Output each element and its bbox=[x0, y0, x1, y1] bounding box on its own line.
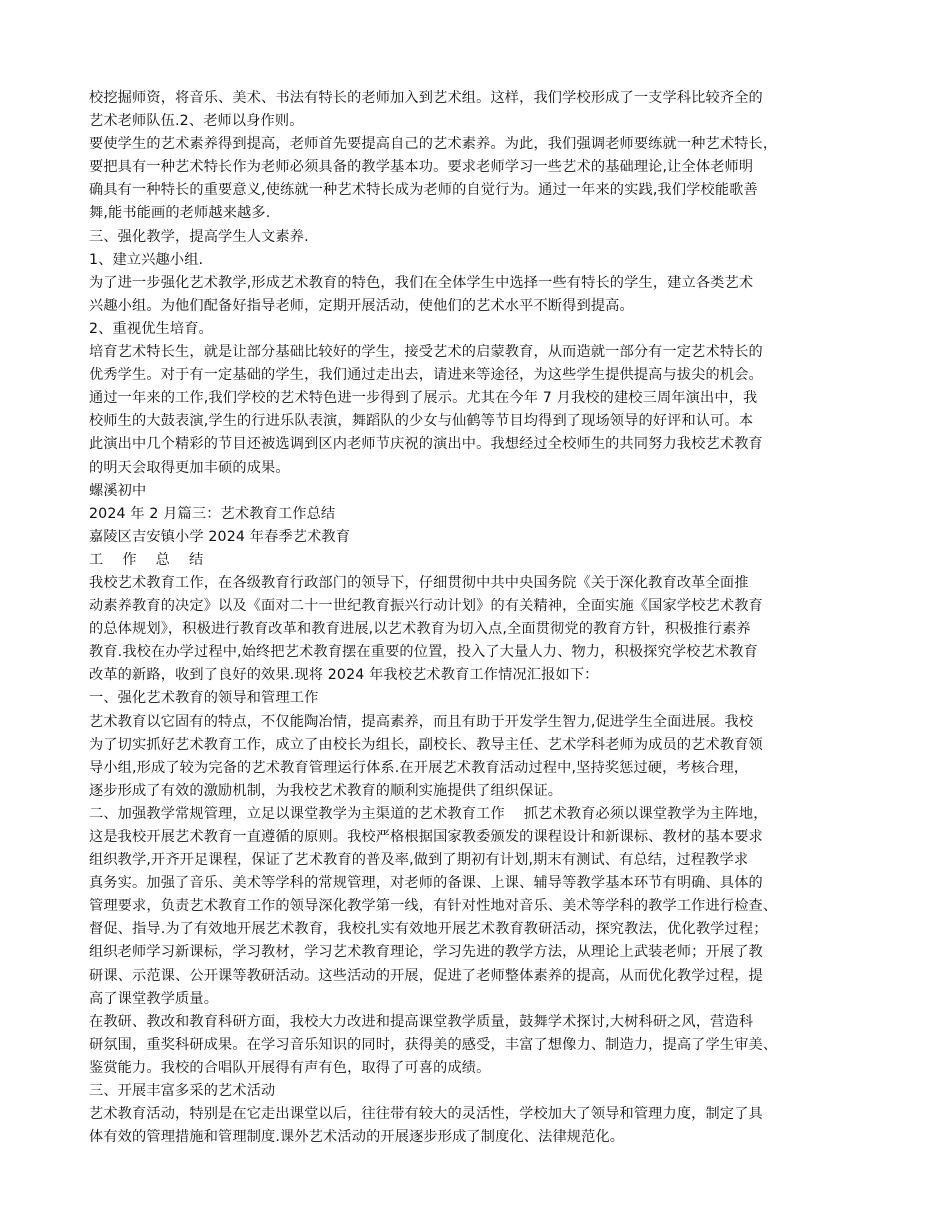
document-body bbox=[89, 87, 869, 1149]
text-line: 体有效的管理措施和管理制度.课外艺术活动的开展逐步形成了制度化、法律规范化。 bbox=[89, 1129, 625, 1146]
text-line: 教育.我校在办学过程中,始终把艺术教育摆在重要的位置，投入了大量人力、物力，积极探究学校艺术教育 bbox=[89, 644, 758, 661]
text-line: 为了进一步强化艺术教学,形成艺术教育的特色，我们在全体学生中选择一些有特长的学生，建立各类艺术 bbox=[89, 274, 754, 291]
text-line: 的明天会取得更加丰硕的成果。 bbox=[89, 459, 290, 476]
text-line: 三、强化教学，提高学生人文素养. bbox=[89, 228, 309, 245]
text-line: 艺术教育以它固有的特点，不仅能陶冶情，提高素养，而且有助于开发学生智力,促进学生全面进展。我校 bbox=[89, 713, 754, 730]
text-line: 我校艺术教育工作，在各级教育行政部门的领导下，仔细贯彻中共中央国务院《关于深化教育改革全面推 bbox=[89, 574, 749, 591]
text-line: 鉴赏能力。我校的合唱队开展得有声有色，取得了可喜的成绩。 bbox=[89, 1059, 491, 1076]
text-line: 导小组,形成了较为完备的艺术教育管理运行体系.在开展艺术教育活动过程中,坚持奖惩过硬，考核合理， bbox=[89, 759, 749, 776]
text-line: 兴趣小组。为他们配备好指导老师，定期开展活动，使他们的艺术水平不断得到提高。 bbox=[89, 297, 634, 314]
text-line: 螺溪初中 bbox=[89, 482, 147, 499]
text-line: 校挖掘师资，将音乐、美术、书法有特长的老师加入到艺术组。这样，我们学校形成了一支学科比较齐全的 bbox=[89, 90, 763, 106]
text-line: 组织老师学习新课标，学习教材，学习艺术教育理论，学习先进的教学方法，从理论上武装老师；开展了教 bbox=[89, 944, 763, 961]
text-line: 改革的新路，收到了良好的效果.现将 2024 年我校艺术教育工作情况汇报如下： bbox=[89, 667, 599, 684]
text-line: 2、重视优生培育。 bbox=[89, 320, 213, 337]
text-line: 为了切实抓好艺术教育工作，成立了由校长为组长，副校长、教导主任、艺术学科老师为成员的艺术教育领 bbox=[89, 736, 763, 753]
text-line: 工 作 总 结 bbox=[89, 551, 204, 568]
text-line: 管理要求，负责艺术教育工作的领导深化教学第一线，有针对性地对音乐、美术等学科的教学工作进行检查、 bbox=[89, 898, 778, 915]
text-line: 确具有一种特长的重要意义,使练就一种艺术特长成为老师的自觉行为。通过一年来的实践,我们学校能歌善 bbox=[89, 182, 758, 199]
text-line: 逐步形成了有效的激励机制，为我校艺术教育的顺利实施提供了组织保证。 bbox=[89, 782, 563, 799]
text-line: 的总体规划》，积极进行教育改革和教育进展,以艺术教育为切入点,全面贯彻党的教育方针，积极推行素养 bbox=[89, 621, 751, 638]
text-line: 动素养教育的决定》以及《面对二十一世纪教育振兴行动计划》的有关精神，全面实施《国家学校艺术教育 bbox=[89, 598, 763, 615]
text-line: 督促、指导.为了有效地开展艺术教育，我校扎实有效地开展艺术教育教研活动，探究教法，优化教学过程； bbox=[89, 921, 768, 938]
text-line: 此演出中几个精彩的节目还被选调到区内老师节庆祝的演出中。我想经过全校师生的共同努力我校艺术教育 bbox=[89, 436, 763, 453]
text-line: 研课、示范课、公开课等教研活动。这些活动的开展，促进了老师整体素养的提高，从而优化教学过程，提 bbox=[89, 967, 763, 984]
text-line: 通过一年来的工作,我们学校的艺术特色进一步得到了展示。尤其在今年 7 月我校的建校三周年演出中，我 bbox=[89, 390, 758, 407]
text-line: 组织教学,开齐开足课程，保证了艺术教育的普及率,做到了期初有计划,期末有测试、有总结，过程教学求 bbox=[89, 852, 749, 869]
text-line: 真务实。加强了音乐、美术等学科的常规管理，对老师的备课、上课、辅导等教学基本环节有明确、具体的 bbox=[89, 875, 763, 892]
text-line: 这是我校开展艺术教育一直遵循的原则。我校严格根据国家教委颁发的课程设计和新课标、教材的基本要求 bbox=[89, 829, 763, 845]
text-line: 在教研、教改和教育科研方面，我校大力改进和提高课堂教学质量，鼓舞学术探讨,大树科研之风，营造科 bbox=[89, 1013, 754, 1030]
text-line: 要使学生的艺术素养得到提高，老师首先要提高自己的艺术素养。为此，我们强调老师要练就一种艺术特长， bbox=[89, 136, 778, 153]
text-line: 艺术老师队伍.2、老师以身作则。 bbox=[89, 113, 304, 130]
text-line: 培育艺术特长生，就是让部分基础比较好的学生，接受艺术的启蒙教育，从而造就一部分有一定艺术特长的 bbox=[89, 344, 763, 361]
text-line: 舞,能书能画的老师越来越多. bbox=[89, 205, 271, 222]
text-line: 嘉陵区吉安镇小学 2024 年春季艺术教育 bbox=[89, 528, 351, 545]
text-line: 2024 年 2 月篇三：艺术教育工作总结 bbox=[89, 505, 336, 522]
text-line: 一、强化艺术教育的领导和管理工作 bbox=[89, 690, 319, 707]
text-line: 优秀学生。对于有一定基础的学生，我们通过走出去，请进来等途径，为这些学生提供提高与拔尖的机会。 bbox=[89, 367, 763, 384]
text-line: 1、建立兴趣小组. bbox=[89, 251, 204, 268]
text-line: 二、加强教学常规管理，立足以课堂教学为主渠道的艺术教育工作 抓艺术教育必须以课堂教学为主阵地， bbox=[89, 805, 768, 822]
text-line: 高了课堂教学质量。 bbox=[89, 990, 219, 1007]
text-line: 艺术教育活动，特别是在它走出课堂以后，往往带有较大的灵活性，学校加大了领导和管理力度，制定了具 bbox=[89, 1106, 763, 1123]
text-line: 校师生的大鼓表演,学生的行进乐队表演，舞蹈队的少女与仙鹤等节目均得到了现场领导的好评和认可。本 bbox=[89, 413, 754, 430]
text-line: 要把具有一种艺术特长作为老师必须具备的教学基本功。要求老师学习一些艺术的基础理论,让全体老师明 bbox=[89, 159, 754, 176]
text-line: 研氛围，重奖科研成果。在学习音乐知识的同时，获得美的感受，丰富了想像力、制造力，提高了学生审美、 bbox=[89, 1036, 778, 1053]
text-line: 三、开展丰富多采的艺术活动 bbox=[89, 1083, 276, 1100]
